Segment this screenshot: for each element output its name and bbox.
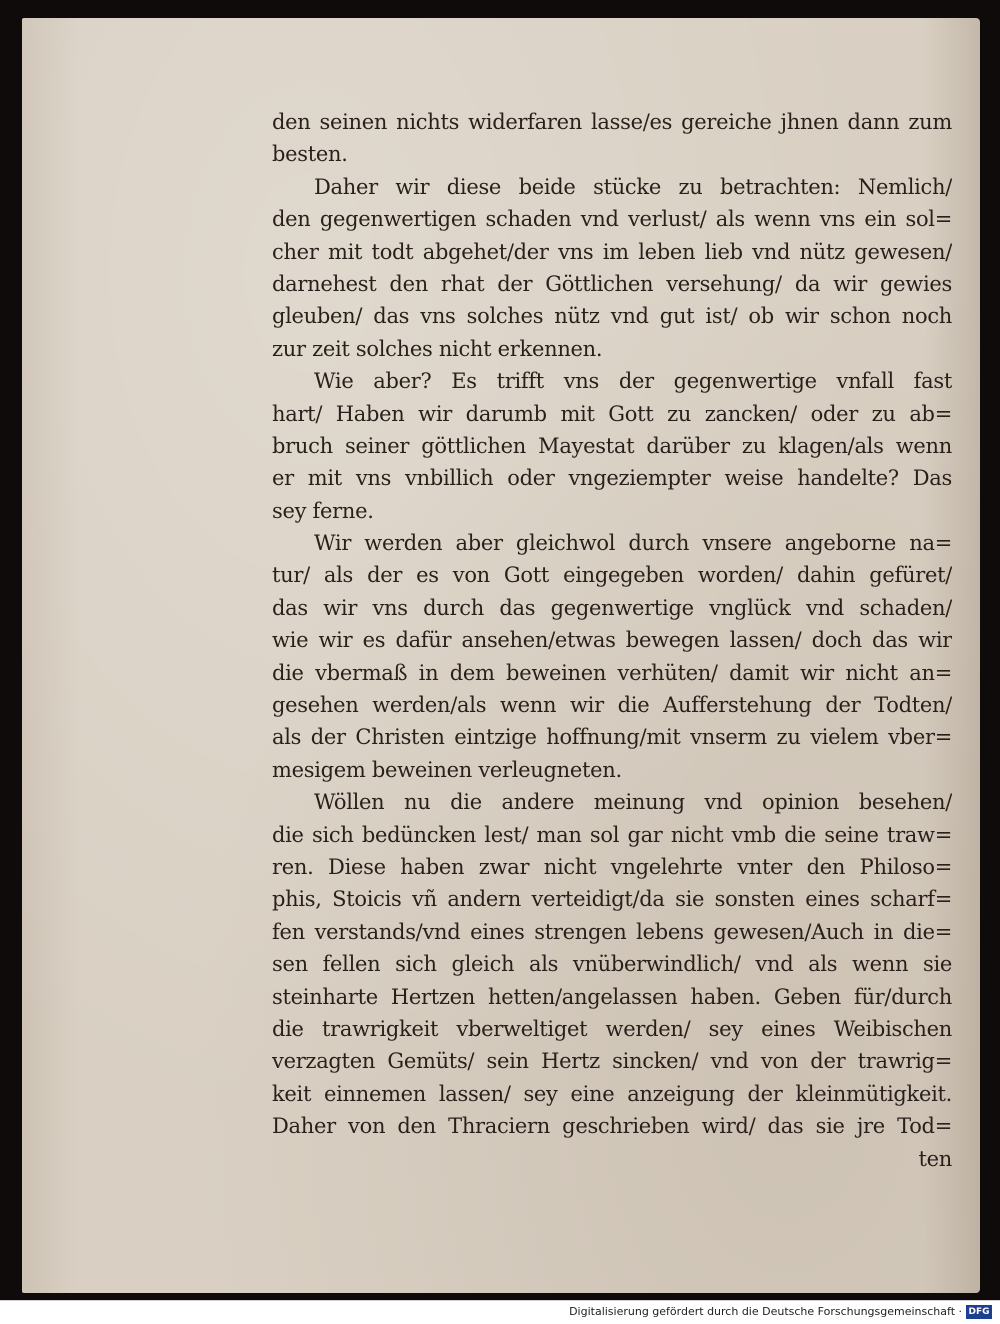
text-line: phis, Stoicis vñ andern verteidigt/da sie sonsten eines scharf=: [272, 887, 952, 912]
page-text: [272, 106, 952, 1175]
text-line: Wie aber? Es trifft vns der gegenwertige vnfall fast: [314, 369, 952, 394]
text-line: das wir vns durch das gegenwertige vnglück vnd schaden/: [272, 595, 952, 620]
book-page: [22, 18, 980, 1293]
text-line: die vbermaß in dem beweinen verhüten/ damit wir nicht an=: [272, 660, 952, 685]
text-line: den seinen nichts widerfaren lasse/es gereiche jhnen dann zum: [272, 110, 952, 134]
text-line: Wir werden aber gleichwol durch vnsere angeborne na=: [314, 531, 952, 556]
text-line: zur zeit solches nicht erkennen.: [272, 336, 603, 361]
text-line: keit einnemen lassen/ sey eine anzeigung der kleinmütigkeit.: [272, 1081, 952, 1106]
text-line: Daher von den Thraciern geschrieben wird/ das sie jre Tod=: [272, 1114, 952, 1139]
text-line: die trawrigkeit vberweltiget werden/ sey eines Weibischen: [272, 1016, 952, 1041]
footer-bar: [0, 1300, 1000, 1324]
text-line: darnehest den rhat der Göttlichen versehung/ da wir gewies: [272, 271, 952, 296]
text-line: fen verstands/vnd eines strengen lebens gewesen/Auch in die=: [272, 919, 952, 944]
text-line: er mit vns vnbillich oder vngeziempter weise handelte? Das: [272, 466, 952, 491]
text-line: Wöllen nu die andere meinung vnd opinion besehen/: [314, 790, 952, 815]
text-line: sen fellen sich gleich als vnüberwindlich/ vnd als wenn sie: [272, 952, 952, 977]
text-line: tur/ als der es von Gott eingegeben worden/ dahin gefüret/: [272, 563, 952, 588]
text-line: steinharte Hertzen hetten/angelassen haben. Geben für/durch: [272, 984, 952, 1009]
funding-notice: Digitalisierung gefördert durch die Deutsche Forschungsgemeinschaft ·: [569, 1305, 962, 1318]
text-line: gleuben/ das vns solches nütz vnd gut ist/ ob wir schon noch: [272, 304, 952, 329]
dfg-logo-icon: DFG: [966, 1305, 992, 1319]
text-line: gesehen werden/als wenn wir die Aufferstehung der Todten/: [272, 693, 952, 718]
text-line: als der Christen eintzige hoffnung/mit vnserm zu vielem vber=: [272, 725, 952, 750]
text-line: sey ferne.: [272, 498, 374, 523]
text-line: besten.: [272, 142, 348, 167]
text-line: verzagten Gemüts/ sein Hertz sincken/ vnd von der trawrig=: [272, 1049, 952, 1074]
text-line: Daher wir diese beide stücke zu betrachten: Nemlich/: [314, 174, 952, 199]
text-line: die sich bedüncken lest/ man sol gar nicht vmb die seine traw=: [272, 822, 952, 847]
text-line: mesigem beweinen verleugneten.: [272, 757, 622, 782]
text-line: cher mit todt abgehet/der vns im leben lieb vnd nütz gewesen/: [272, 239, 952, 264]
text-line: den gegenwertigen schaden vnd verlust/ als wenn vns ein sol=: [272, 207, 952, 232]
text-line: bruch seiner göttlichen Mayestat darüber zu klagen/als wenn: [272, 433, 952, 458]
text-line: wie wir es dafür ansehen/etwas bewegen lassen/ doch das wir: [272, 628, 952, 653]
text-line: ren. Diese haben zwar nicht vngelehrte vnter den Philoso=: [272, 854, 952, 879]
catchword: ten: [918, 1146, 952, 1171]
text-line: hart/ Haben wir darumb mit Gott zu zancken/ oder zu ab=: [272, 401, 952, 426]
